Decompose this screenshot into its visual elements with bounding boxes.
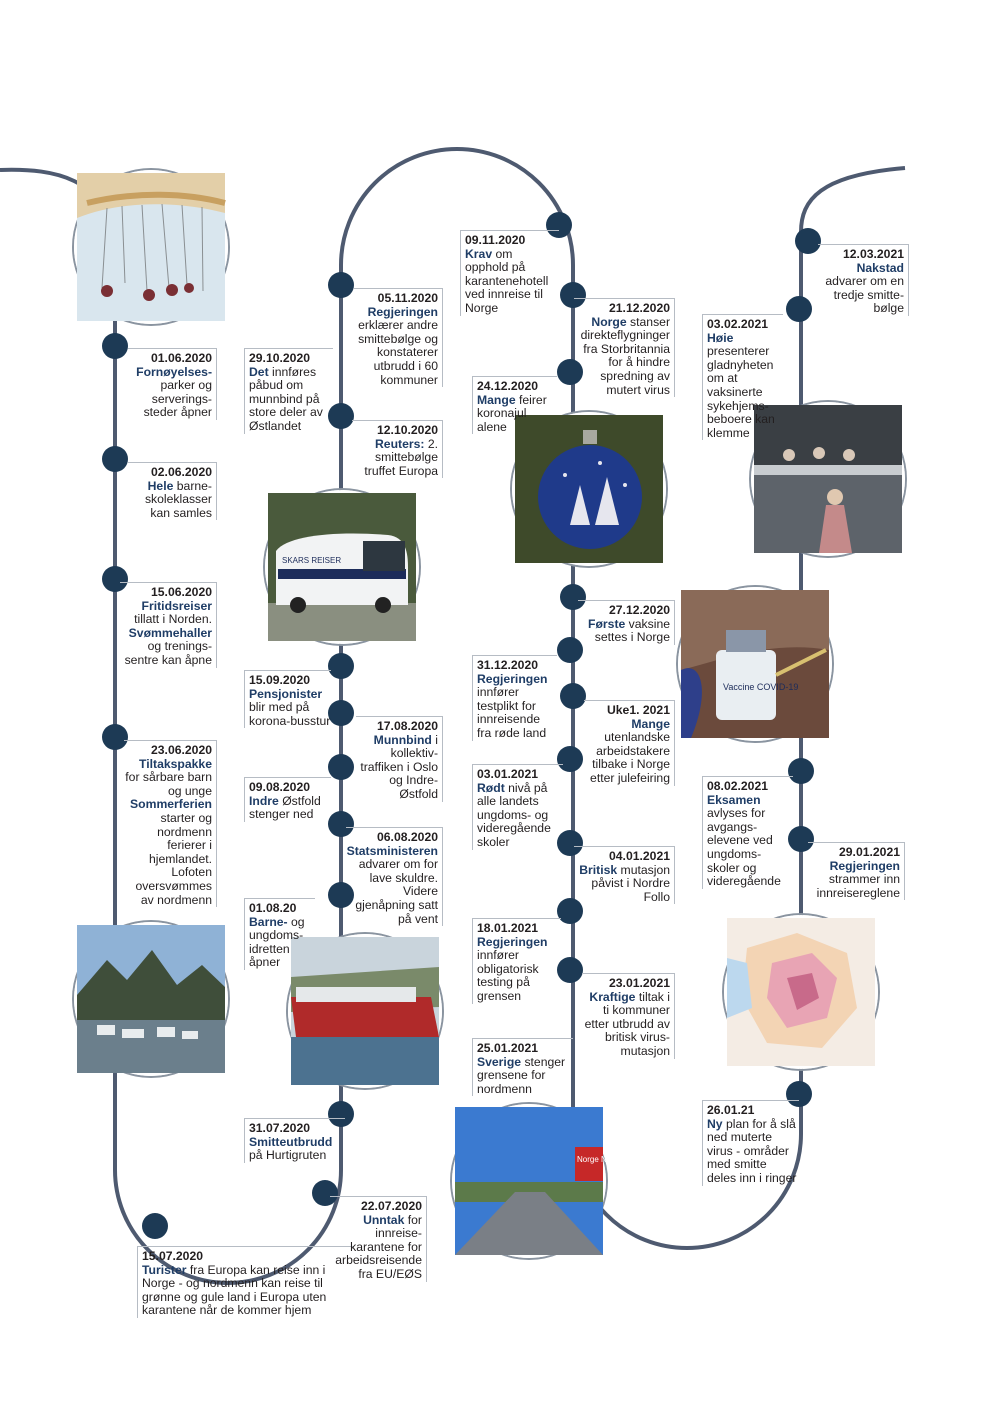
event-date: 22.07.2020: [361, 1199, 422, 1213]
event-keyword: Regjeringen: [829, 858, 900, 873]
event-date: 08.02.2021: [707, 779, 768, 793]
event-date: 03.01.2021: [477, 767, 538, 781]
event-keyword: Norge: [591, 314, 627, 329]
event-text: mutasjon påvist i Nordre Follo: [591, 862, 670, 904]
event-date: 04.01.2021: [609, 849, 670, 863]
event-date: 06.08.2020: [377, 830, 438, 844]
event-keyword: Mange: [477, 392, 516, 407]
event-date: 15.09.2020: [249, 673, 310, 687]
event-e16: [460, 230, 559, 316]
event-date: 29.01.2021: [839, 845, 900, 859]
photo-christmas-ornament: [512, 412, 666, 566]
event-keyword: Turister: [142, 1262, 187, 1277]
timeline-dot: [786, 296, 812, 322]
event-text: innfører testplikt for innreisende fra røde land: [477, 685, 547, 740]
event-e8: [244, 898, 315, 970]
timeline-dot: [102, 333, 128, 359]
event-e23: [574, 846, 675, 904]
event-keyword: Kraftige: [589, 989, 636, 1004]
event-text: for sårbare barn og unge: [125, 770, 212, 798]
event-text: om opphold på karantenehotell ved innreise til Norge: [465, 246, 549, 315]
event-text: plan for å slå ned muterte virus - områder med smitte deles inn i ringer: [707, 1116, 797, 1185]
event-text: strammer inn innreisereglene: [816, 872, 900, 900]
event-date: 27.12.2020: [609, 603, 670, 617]
event-text: advarer om en tredje smitte-bølge: [825, 274, 904, 316]
event-keyword: Pensjonister: [249, 686, 323, 701]
event-keyword: Fritidsreiser: [141, 598, 212, 613]
event-keyword-2: Sommerferien: [130, 797, 212, 812]
event-e3: [120, 582, 217, 668]
event-date: 24.12.2020: [477, 379, 538, 393]
event-text-2: starter og nordmenn ferierer i hjemlandet. Lofoten oversvømmes av nordmenn: [135, 810, 212, 907]
event-keyword: Ny: [707, 1116, 723, 1131]
event-text: blir med på korona-busstur: [249, 700, 331, 728]
event-date: 12.03.2021: [843, 247, 904, 261]
photo-vaccine-vial: [678, 587, 832, 741]
event-keyword: Munnbind: [373, 732, 432, 747]
event-text: og ungdoms-idretten åpner: [249, 914, 305, 970]
event-keyword: Regjeringen: [477, 934, 548, 949]
event-date: 02.06.2020: [151, 465, 212, 479]
event-date: 09.08.2020: [249, 780, 310, 794]
event-date: Uke1. 2021: [606, 703, 670, 717]
photo-amusement-ride: [74, 170, 228, 324]
event-keyword: Reuters:: [374, 436, 425, 451]
event-keyword: Smitteutbrudd: [249, 1134, 333, 1149]
timeline-dot: [328, 653, 354, 679]
event-e4: [124, 740, 217, 907]
event-text: barne-skoleklasser kan samles: [144, 478, 212, 520]
event-e2: [128, 462, 217, 520]
event-keyword: Mange: [631, 716, 670, 731]
photo-tour-bus: [265, 490, 419, 644]
event-keyword: Første: [588, 616, 626, 631]
vaccine-label: Vaccine COVID-19: [723, 682, 799, 692]
event-text: presenterer gladnyheten om at vaksinerte sykehjems-beboere kan klemme: [707, 344, 775, 440]
event-e5: [137, 1246, 354, 1318]
event-text: innfører obligatorisk testing på grensen: [477, 948, 539, 1003]
event-date: 26.01.21: [707, 1103, 755, 1117]
event-keyword: Unntak: [363, 1212, 405, 1227]
event-keyword: Barne-: [249, 914, 288, 929]
timeline-dot: [102, 446, 128, 472]
event-e26: [472, 1038, 573, 1096]
event-e29: [702, 776, 793, 889]
event-date: 21.12.2020: [609, 301, 670, 315]
event-keyword: Indre: [249, 793, 279, 808]
event-date: 01.06.2020: [151, 351, 212, 365]
event-e30: [702, 314, 783, 440]
event-text: stanser direkteflygninger fra Storbritannia for å hindre spredning av mutert virus: [580, 314, 670, 397]
event-e7: [244, 1118, 345, 1163]
event-e15: [354, 288, 443, 387]
event-keyword: Britisk: [579, 862, 618, 877]
event-e17: [574, 298, 675, 397]
event-text: feirer koronajul alene: [477, 392, 547, 434]
event-e12: [244, 670, 331, 728]
event-e24: [472, 918, 561, 1004]
event-date: 15.06.2020: [151, 585, 212, 599]
event-keyword: Regjeringen: [367, 304, 438, 319]
event-date: 31.12.2020: [477, 658, 538, 672]
event-keyword: Sverige: [477, 1054, 522, 1069]
photo-lofoten-harbour: [74, 922, 228, 1076]
event-keyword-2: Svømmehaller: [128, 625, 212, 640]
event-text: innføres påbud om munnbind på store deler av Østlandet: [249, 364, 323, 433]
event-keyword: Rødt: [477, 780, 505, 795]
event-date: 12.10.2020: [377, 423, 438, 437]
event-keyword: Nakstad: [856, 260, 904, 275]
event-e19: [578, 600, 675, 645]
event-date: 23.01.2021: [609, 976, 670, 990]
event-e11: [356, 716, 443, 802]
event-e9: [346, 827, 443, 926]
event-text-2: og trenings-sentre kan åpne: [124, 639, 212, 667]
event-date: 15.07.2020: [142, 1249, 203, 1263]
timeline-dot: [328, 272, 354, 298]
event-text: avlyses for avgangs-elevene ved ungdoms-skoler og videregående: [707, 806, 781, 889]
event-text: tiltak i ti kommuner etter utbrudd av britisk virus-mutasjon: [584, 989, 670, 1058]
event-text: erklærer andre smittebølge og konstaterer utbrudd i 60 kommuner: [358, 318, 438, 387]
road-sign: Norge Noreg: [577, 1155, 623, 1164]
event-keyword: Regjeringen: [477, 671, 548, 686]
event-e14: [244, 348, 333, 434]
event-e25: [582, 973, 675, 1059]
event-date: 17.08.2020: [377, 719, 438, 733]
event-e21: [584, 700, 675, 786]
event-text: på Hurtigruten: [249, 1148, 327, 1163]
event-text: stenger grensene for nordmenn: [477, 1054, 566, 1096]
event-e1: [128, 348, 217, 420]
event-text: fra Europa kan reise inn i Norge - og nordmenn kan reise til grønne og gule land i Europa uten karantene når de kommer hjem: [142, 1262, 327, 1318]
event-e6: [330, 1196, 427, 1282]
event-keyword: Statsministeren: [346, 843, 438, 858]
event-keyword: Høie: [707, 330, 734, 345]
event-e31: [818, 244, 909, 316]
event-e28: [808, 842, 905, 900]
event-text: for innreise-karantene for arbeidsreisende fra EU/EØS: [335, 1212, 422, 1281]
event-e10: [244, 777, 331, 822]
bus-label: SKARS REISER: [282, 556, 342, 565]
event-e13: [352, 420, 443, 478]
event-text: nivå på alle landets ungdoms- og videregående skoler: [477, 780, 551, 849]
event-e22: [472, 764, 563, 850]
event-date: 23.06.2020: [151, 743, 212, 757]
event-text: vaksine settes i Norge: [594, 616, 670, 645]
timeline-dot: [142, 1213, 168, 1239]
event-date: 03.02.2021: [707, 317, 768, 331]
event-e27: [702, 1100, 799, 1186]
event-keyword: Fornøyelses-: [136, 364, 212, 379]
photo-infection-map: [724, 915, 878, 1069]
timeline-dot: [328, 754, 354, 780]
event-date: 29.10.2020: [249, 351, 310, 365]
event-keyword: Hele: [147, 478, 174, 493]
event-text: i kollektiv-traffiken i Oslo og Indre-Østfold: [360, 732, 438, 801]
event-e20: [472, 655, 557, 741]
photo-border-road: [452, 1104, 623, 1258]
event-text: utenlandske arbeidstakere tilbake i Norge etter julefeiring: [590, 730, 670, 785]
event-text: 2. smittebølge truffet Europa: [364, 436, 438, 478]
event-date: 31.07.2020: [249, 1121, 310, 1135]
event-date: 05.11.2020: [377, 291, 438, 305]
event-keyword: Tiltakspakke: [139, 756, 212, 771]
event-date: 09.11.2020: [465, 233, 526, 247]
event-e18: [472, 376, 557, 434]
event-text: parker og serverings-steder åpner: [143, 378, 212, 420]
event-keyword: Det: [249, 364, 269, 379]
event-text: tillatt i Norden.: [134, 612, 212, 627]
event-date: 01.08.20: [249, 901, 297, 915]
event-text: Østfold stenger ned: [249, 793, 321, 822]
event-date: 25.01.2021: [477, 1041, 538, 1055]
timeline-dot: [560, 683, 586, 709]
timeline-dot: [328, 700, 354, 726]
event-keyword: Eksamen: [707, 792, 761, 807]
event-date: 18.01.2021: [477, 921, 538, 935]
event-keyword: Krav: [465, 246, 493, 261]
event-text: advarer om for lave skuldre. Videre gjenåpning satt på vent: [355, 857, 438, 926]
